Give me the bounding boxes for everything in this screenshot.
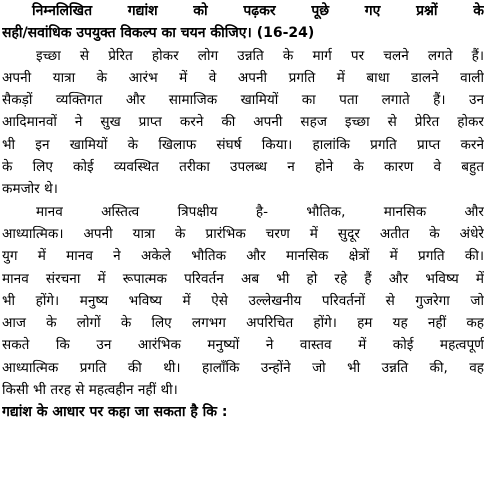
- passage-line: आज के लोगों के लिए लगभग अपरिचित होंगे। हम यह नहीं कह: [2, 315, 484, 332]
- passage-line: आध्यात्मिक। अपनी यात्रा के प्रारंभिक चरण में सुदूर अतीत के अंधेरे: [2, 225, 484, 242]
- passage-line: युग में मानव ने अकेले भौतिक और मानसिक क्षेत्रों में प्रगति की।: [2, 248, 484, 265]
- passage-line: कमजोर थे।: [2, 181, 58, 198]
- passage-line: भी इन खामियों के खिलाफ संघर्ष किया। हालांकि प्रगति प्राप्त करने: [2, 136, 484, 153]
- passage-line: भी होंगे। मनुष्य भविष्य में ऐसे उल्लेखनीय परिवर्तनों से गुजरेगा जो: [2, 292, 484, 309]
- passage-line: अपनी यात्रा के आरंभ में वे अपनी प्रगति में बाधा डालने वाली: [2, 69, 484, 86]
- passage-line: सकते कि उन आरंभिक मनुष्यों ने वास्तव में कोई महत्वपूर्ण: [2, 337, 484, 354]
- passage-line: किसी भी तरह से महत्वहीन नहीं थी।: [2, 382, 178, 399]
- passage-line: आदिमानवों ने सुख प्राप्त करने की अपनी सहज इच्छा से प्रेरित होकर: [2, 114, 484, 131]
- instruction-line-1: निम्नलिखित गद्यांश को पढ़कर पूछे गए प्रश्नों के: [32, 3, 484, 19]
- instruction-line-2: सही/सवांधिक उपयुक्त विकल्प का चयन कीजिए। (16-24): [2, 25, 315, 42]
- question-instruction: [2, 0, 484, 45]
- passage-line: सैकड़ों व्यक्तिगत और सामाजिक खामियों का पता लगाते हैं। उन: [2, 92, 484, 109]
- passage-paragraph-2: [2, 201, 484, 402]
- passage-paragraph-1: [2, 45, 484, 201]
- passage-line: के लिए कोई व्यवस्थित तरीका उपलब्ध न होने के कारण वे बहुत: [2, 159, 484, 176]
- passage-line: इच्छा से प्रेरित होकर लोग उन्नति के मार्ग पर चलने लगते हैं।: [36, 47, 484, 64]
- question-prompt: गद्यांश के आधार पर कहा जा सकता है कि :: [2, 404, 228, 421]
- passage-line: मानव संरचना में रूपात्मक परिवर्तन अब भी हो रहे हैं और भविष्य में: [2, 270, 484, 287]
- passage-line: मानव अस्तित्व त्रिपक्षीय है- भौतिक, मानसिक और: [36, 203, 484, 220]
- passage-line: आध्यात्मिक प्रगति की थी। हालाँकि उन्होंने जो भी उन्नति की, वह: [2, 359, 484, 376]
